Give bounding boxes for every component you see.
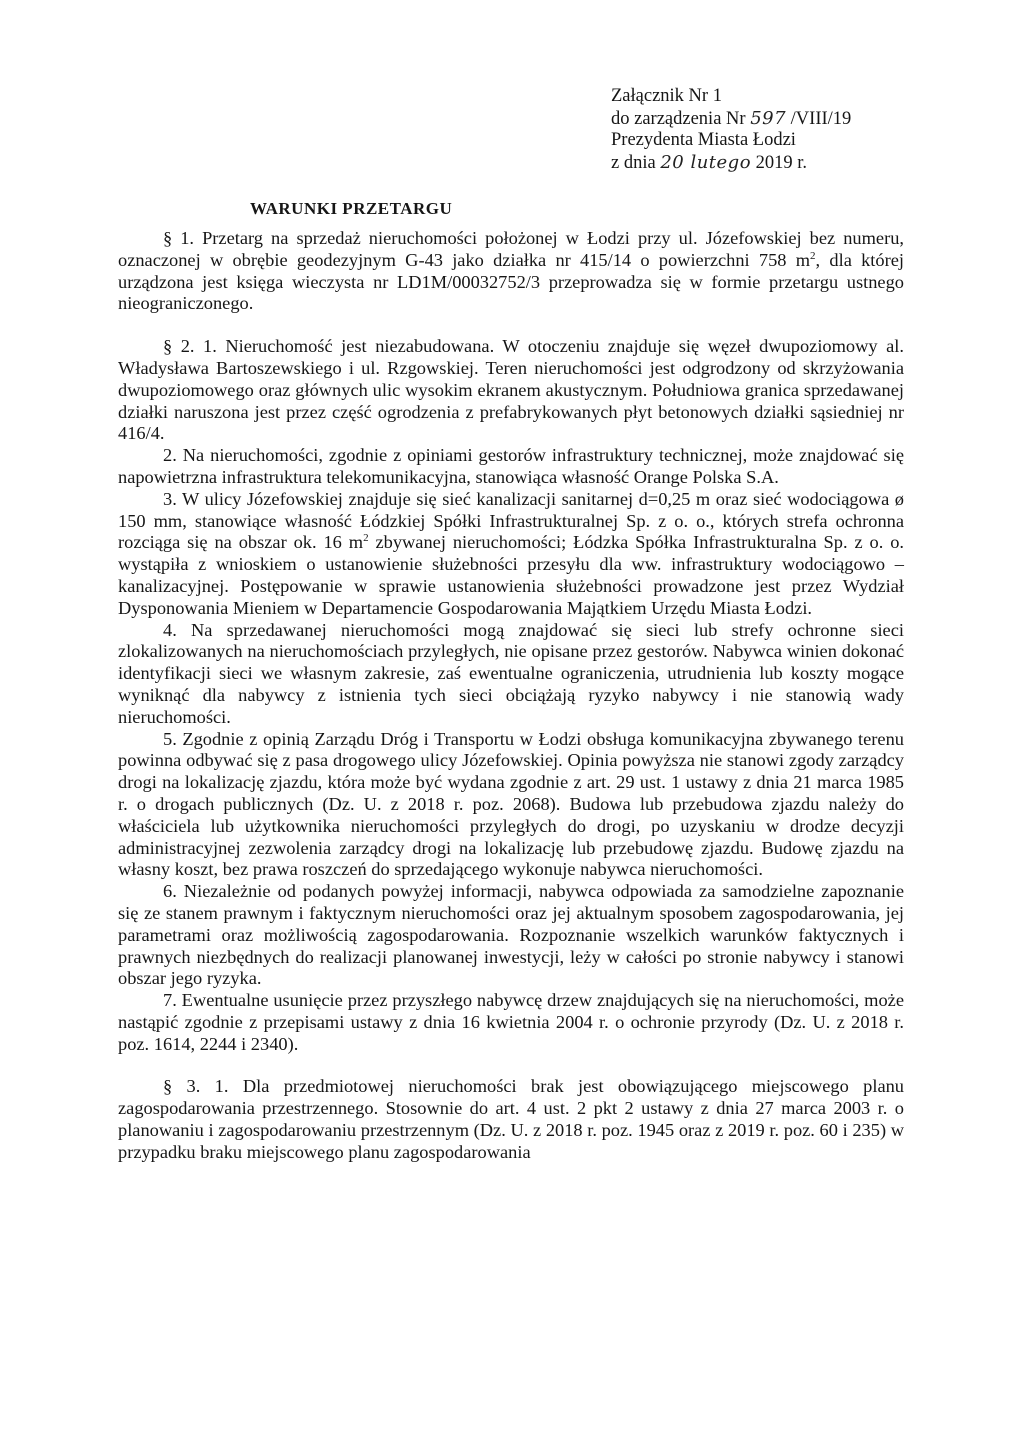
annex-date — [611, 152, 971, 175]
section-2-paragraph-7: 7. Ewentualne usunięcie przez przyszłego nabywcę drzew znajdujących się na nieruchomości, może nastąpić zgodnie z przepisami ustawy z dnia 16 kwietnia 2004 r. o ochronie przyrody (Dz. U. z 2018 r. poz. 1614, 2244 i 2340). — [118, 990, 904, 1054]
section-1-paragraph — [118, 228, 904, 315]
section-3-paragraph-1: § 3. 1. Dla przedmiotowej nieruchomości brak jest obowiązującego miejscowego planu zagospodarowania przestrzennego. Stosownie do art. 4 ust. 2 pkt 2 ustawy z dnia 27 marca 2003 r. o planowaniu i zagospodarowaniu przestrzennym (Dz. U. z 2018 r. poz. 1945 oraz z 2019 r. poz. 60 i 235) w przypadku braku miejscowego planu zagospodarowania — [118, 1076, 904, 1162]
annex-number: Załącznik Nr 1 — [611, 86, 722, 106]
zone-area-superscript: 2 — [363, 532, 369, 545]
section-1-text: § 1. Przetarg na sprzedaż nieruchomości położonej w Łodzi przy ul. Józefowskiej bez numeru, oznaczonej w obrębie geodezyjnym G-43 jako działka nr 415/14 o powierzchni 758 m — [118, 228, 904, 270]
section-1-text-end: , dla której urządzona jest księga wieczysta nr LD1M/00032752/3 przeprowadza się w formie przetargu ustnego nieograniczonego. — [118, 249, 904, 314]
section-2-paragraph-4: 4. Na sprzedawanej nieruchomości mogą znajdować się sieci lub strefy ochronne sieci zlokalizowanych na nieruchomościach przyległych, nie opisane przez gestorów. Nabywca winien dokonać identyfikacji sieci we własnym zakresie, zaś ewentualne ograniczenia, utrudnienia lub koszty mogące wyniknąć dla nabywcy z istnienia tych sieci obciążają ryzyko nabywcy i nie stanowią wady nieruchomości. — [118, 619, 904, 727]
annex-date-suffix: 2019 r. — [751, 152, 808, 173]
section-2-paragraph-3-text: 3. W ulicy Józefowskiej znajduje się sieć kanalizacji sanitarnej d=0,25 m oraz sieć wodociągowa ø 150 mm, stanowiące własność Łódzkiej Spółki Infrastrukturalnej Sp. z o. o., których strefa ochronna rozciąga się na obszar ok. 16 m — [118, 488, 904, 553]
annex-ordinance-prefix: do zarządzenia Nr — [611, 108, 751, 129]
document-title: WARUNKI PRZETARGU — [250, 199, 453, 218]
section-2-paragraph-6: 6. Niezależnie od podanych powyżej informacji, nabywca odpowiada za samodzielne zapoznanie się ze stanem prawnym i faktycznym nieruchomości oraz jej aktualnym sposobem zagospodarowania, jej parametrami oraz możliwością zagospodarowania. Rozpoznanie wszelkich warunków faktycznych i prawnych niezbędnych do realizacji planowanej inwestycji, leży w całości po stronie nabywcy i stanowi obszar jego ryzyka. — [118, 881, 904, 989]
annex-date-prefix: z dnia — [611, 152, 661, 173]
annex-issuer: Prezydenta Miasta Łodzi — [611, 130, 796, 150]
handwritten-ordinance-number: 597 — [750, 107, 787, 129]
annex-header — [611, 86, 971, 174]
document-body — [118, 228, 904, 1164]
section-2-paragraph-1: § 2. 1. Nieruchomość jest niezabudowana. W otoczeniu znajduje się węzeł dwupoziomowy al. Władysława Bartoszewskiego i ul. Rzgowskiej. Teren nieruchomości jest odgrodzony od skrzyżowania dwupoziomowego oraz głównych ulic wysokim ekranem akustycznym. Południowa granica sprzedawanej działki naruszona jest przez część ogrodzenia z prefabrykowanych płyt betonowych działki sąsiedniej nr 416/4. — [118, 336, 904, 444]
section-2-paragraph-3 — [118, 489, 904, 620]
annex-ordinance — [611, 108, 971, 131]
section-2-paragraph-5: 5. Zgodnie z opinią Zarządu Dróg i Transportu w Łodzi obsługa komunikacyjna zbywanego terenu powinna odbywać się z pasa drogowego ulicy Józefowskiej. Opinia powyższa nie stanowi zgody zarządcy drogi na lokalizację zjazdu, która może być wydana zgodnie z art. 29 ust. 1 ustawy z dnia 21 marca 1985 r. o drogach publicznych (Dz. U. z 2018 r. poz. 2068). Budowa lub przebudowa zjazdu należy do właściciela lub użytkownika nieruchomości przyległych do drogi, po uzyskaniu w drodze decyzji administracyjnej zezwolenia zarządcy drogi na lokalizację lub przebudowę zjazdu. Budowę zjazdu na własny koszt, bez prawa roszczeń do sprzedającego wykonuje nabywca nieruchomości. — [118, 728, 904, 880]
area-unit-superscript: 2 — [810, 249, 816, 262]
section-2-paragraph-3-text-end: zbywanej nieruchomości; Łódzka Spółka Infrastrukturalna Sp. z o. o. wystąpiła z wnioskiem o ustanowienie służebności przesyłu dla ww. infrastruktury wodociągowo – kanalizacyjnej. Postępowanie w sprawie ustanowienia służebności prowadzone jest przez Wydział Dysponowania Mieniem w Departamencie Gospodarowania Majątkiem Urzędu Miasta Łodzi. — [118, 532, 904, 618]
section-2-paragraph-2: 2. Na nieruchomości, zgodnie z opiniami gestorów infrastruktury technicznej, może znajdować się napowietrzna infrastruktura telekomunikacyjna, stanowiąca własność Orange Polska S.A. — [118, 445, 904, 487]
handwritten-date: 20 lutego — [660, 151, 752, 173]
annex-ordinance-suffix: /VIII/19 — [786, 108, 852, 129]
